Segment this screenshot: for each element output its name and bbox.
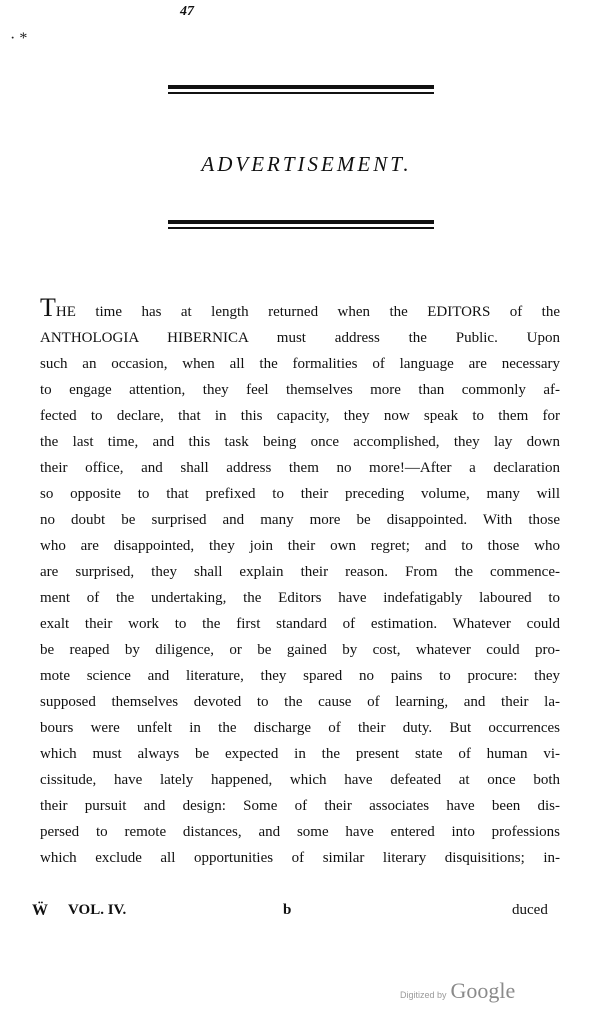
body-line: supposed themselves devoted to the cause of learning, and their la- — [40, 694, 560, 710]
top-ornamental-rule — [168, 85, 434, 94]
body-line: so opposite to that prefixed to their preceding volume, many will — [40, 486, 560, 502]
top-rule-thin — [168, 92, 434, 94]
page-number: 47 — [180, 4, 194, 19]
body-text — [40, 293, 560, 871]
body-line: fected to declare, that in this capacity, they now speak to them for — [40, 408, 560, 424]
body-line: be reaped by diligence, or be gained by cost, whatever could pro- — [40, 642, 560, 658]
corner-mark: · * — [10, 30, 28, 47]
body-line: which exclude all opportunities of similar literary disquisitions; in- — [40, 850, 560, 866]
page-heading: ADVERTISEMENT. — [201, 152, 412, 177]
signature-mark: Ẅ — [32, 902, 48, 919]
volume-label: VOL. IV. — [68, 902, 127, 918]
body-line: ment of the undertaking, the Editors have indefatigably laboured to — [40, 590, 560, 606]
body-line: persed to remote distances, and some have entered into professions — [40, 824, 560, 840]
body-line: no doubt be surprised and many more be disappointed. With those — [40, 512, 560, 528]
body-line: bours were unfelt in the discharge of their duty. But occurrences — [40, 720, 560, 736]
body-line: such an occasion, when all the formalities of language are necessary — [40, 356, 560, 372]
body-line: their pursuit and design: Some of their associates have been dis- — [40, 798, 560, 814]
body-line: the last time, and this task being once accomplished, they lay down — [40, 434, 560, 450]
drop-cap: T — [40, 293, 56, 322]
digitized-watermark — [400, 978, 515, 1004]
body-line: mote science and literature, they spared no pains to procure: they — [40, 668, 560, 684]
body-line: who are disappointed, they join their own regret; and to those who — [40, 538, 560, 554]
body-line-first-text: HE time has at length returned when the EDITORS of the — [55, 304, 560, 320]
bottom-rule-thin — [168, 227, 434, 229]
top-rule-thick — [168, 85, 434, 89]
body-line: cissitude, have lately happened, which have defeated at once both — [40, 772, 560, 788]
digitized-label: Digitized by — [400, 990, 447, 1000]
body-line: exalt their work to the first standard of estimation. Whatever could — [40, 616, 560, 632]
signature-letter: b — [283, 902, 292, 918]
body-line: their office, and shall address them no more!—After a declaration — [40, 460, 560, 476]
body-line: ANTHOLOGIA HIBERNICA must address the Public. Upon — [40, 330, 560, 346]
body-line: which must always be expected in the present state of human vi- — [40, 746, 560, 762]
body-line-first — [40, 293, 560, 325]
body-line: are surprised, they shall explain their reason. From the commence- — [40, 564, 560, 580]
body-line: to engage attention, they feel themselves more than commonly af- — [40, 382, 560, 398]
bottom-rule-thick — [168, 220, 434, 224]
catchword: duced — [512, 902, 548, 918]
bottom-ornamental-rule — [168, 220, 434, 229]
google-logo: Google — [450, 978, 516, 1003]
